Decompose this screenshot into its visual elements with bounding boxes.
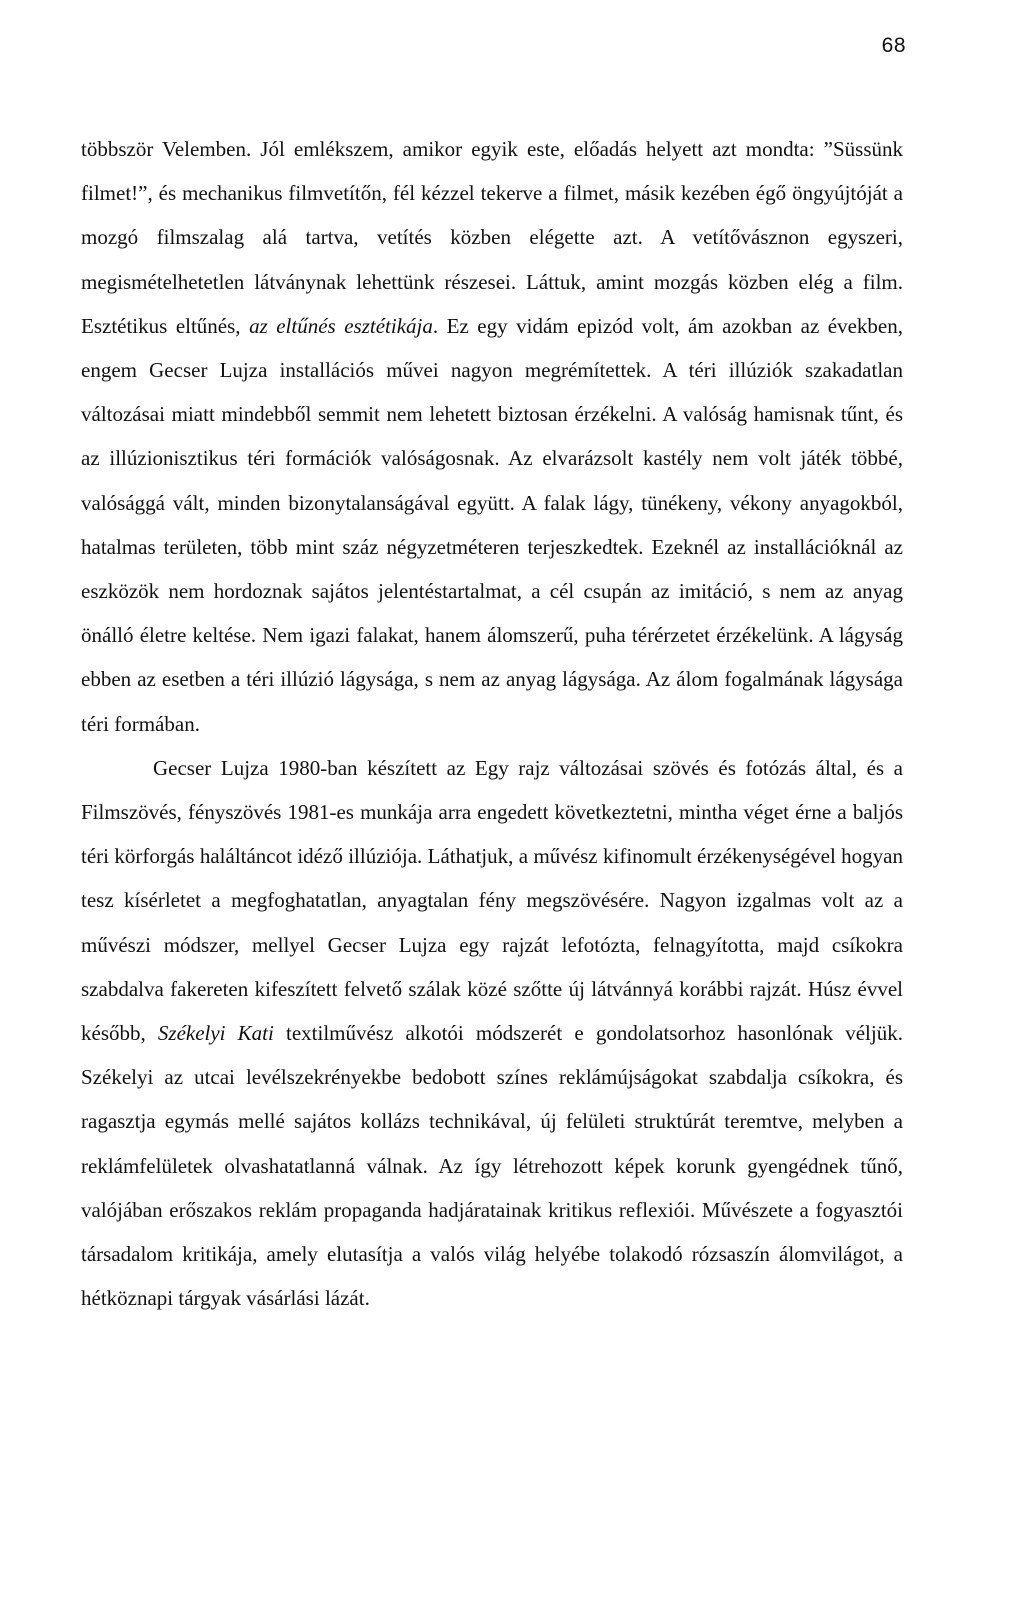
- page-number: 68: [881, 34, 906, 57]
- paragraph-1-text-b: . Ez egy vidám epizód volt, ám azokban az években, engem Gecser Lujza installációs művei nagyon megrémítettek. A téri illúziók szakadatlan változásai miatt mindebből semmit nem lehetett biztosan érzékelni. A valóság hamisnak tűnt, és az illúzionisztikus téri formációk valóságosnak. Az elvarázsolt kastély nem volt játék többé, valósággá vált, minden bizonytalanságával együtt. A falak lágy, tünékeny, vékony anyagokból, hatalmas területen, több mint száz négyzetméteren terjeszkedtek. Ezeknél az installációknál az eszközök nem hordoznak sajátos jelentéstartalmat, a cél csupán az imitáció, s nem az anyag önálló életre keltése. Nem igazi falakat, hanem álomszerű, puha térérzetet érzékelünk. A lágyság ebben az esetben a téri illúzió lágysága, s nem az anyag lágysága. Az álom fogalmának lágysága téri formában.: [81, 313, 903, 736]
- body-text: [81, 127, 903, 1320]
- paragraph-1-text-a: többször Velemben. Jól emlékszem, amikor egyik este, előadás helyett azt mondta: ”Süssünk filmet!”, és mechanikus filmvetítőn, fél kézzel tekerve a filmet, másik kezében égő öngyújtóját a mozgó filmszalag alá tartva, vetítés közben elégette azt. A vetítővásznon egyszeri, megismételhetetlen látványnak lehettünk részesei. Láttuk, amint mozgás közben elég a film. Esztétikus eltűnés,: [81, 137, 903, 338]
- paragraph-2-italic-name: Székelyi Kati: [157, 1021, 274, 1046]
- paragraph-1-italic-phrase: az eltűnés esztétikája: [249, 313, 433, 338]
- paragraph-1: [81, 127, 903, 746]
- paragraph-2-text-a: Gecser Lujza 1980-ban készített az Egy rajz változásai szövés és fotózás által, és a Filmszövés, fényszövés 1981-es munkája arra engedett következtetni, mintha véget érne a baljós téri körforgás haláltáncot idéző illúziója. Láthatjuk, a művész kifinomult érzékenységével hogyan tesz kísérletet a megfoghatatlan, anyagtalan fény megszövésére. Nagyon izgalmas volt az a művészi módszer, mellyel Gecser Lujza egy rajzát lefotózta, felnagyította, majd csíkokra szabdalva fakereten kifeszített felvető szálak közé szőtte új látvánnyá korábbi rajzát. Húsz évvel később,: [81, 755, 903, 1046]
- paragraph-2-text-b: textilművész alkotói módszerét e gondolatsorhoz hasonlónak véljük. Székelyi az utcai levélszekrényekbe bedobott színes reklámújságokat szabdalja csíkokra, és ragasztja egymás mellé sajátos kollázs technikával, új felületi struktúrát teremtve, melyben a reklámfelületek olvashatatlanná válnak. Az így létrehozott képek korunk gyengédnek tűnő, valójában erőszakos reklám propaganda hadjáratainak kritikus reflexiói. Művészete a fogyasztói társadalom kritikája, amely elutasítja a valós világ helyébe tolakodó rózsaszín álomvilágot, a hétköznapi tárgyak vásárlási lázát.: [81, 1021, 903, 1311]
- paragraph-2: [81, 746, 903, 1321]
